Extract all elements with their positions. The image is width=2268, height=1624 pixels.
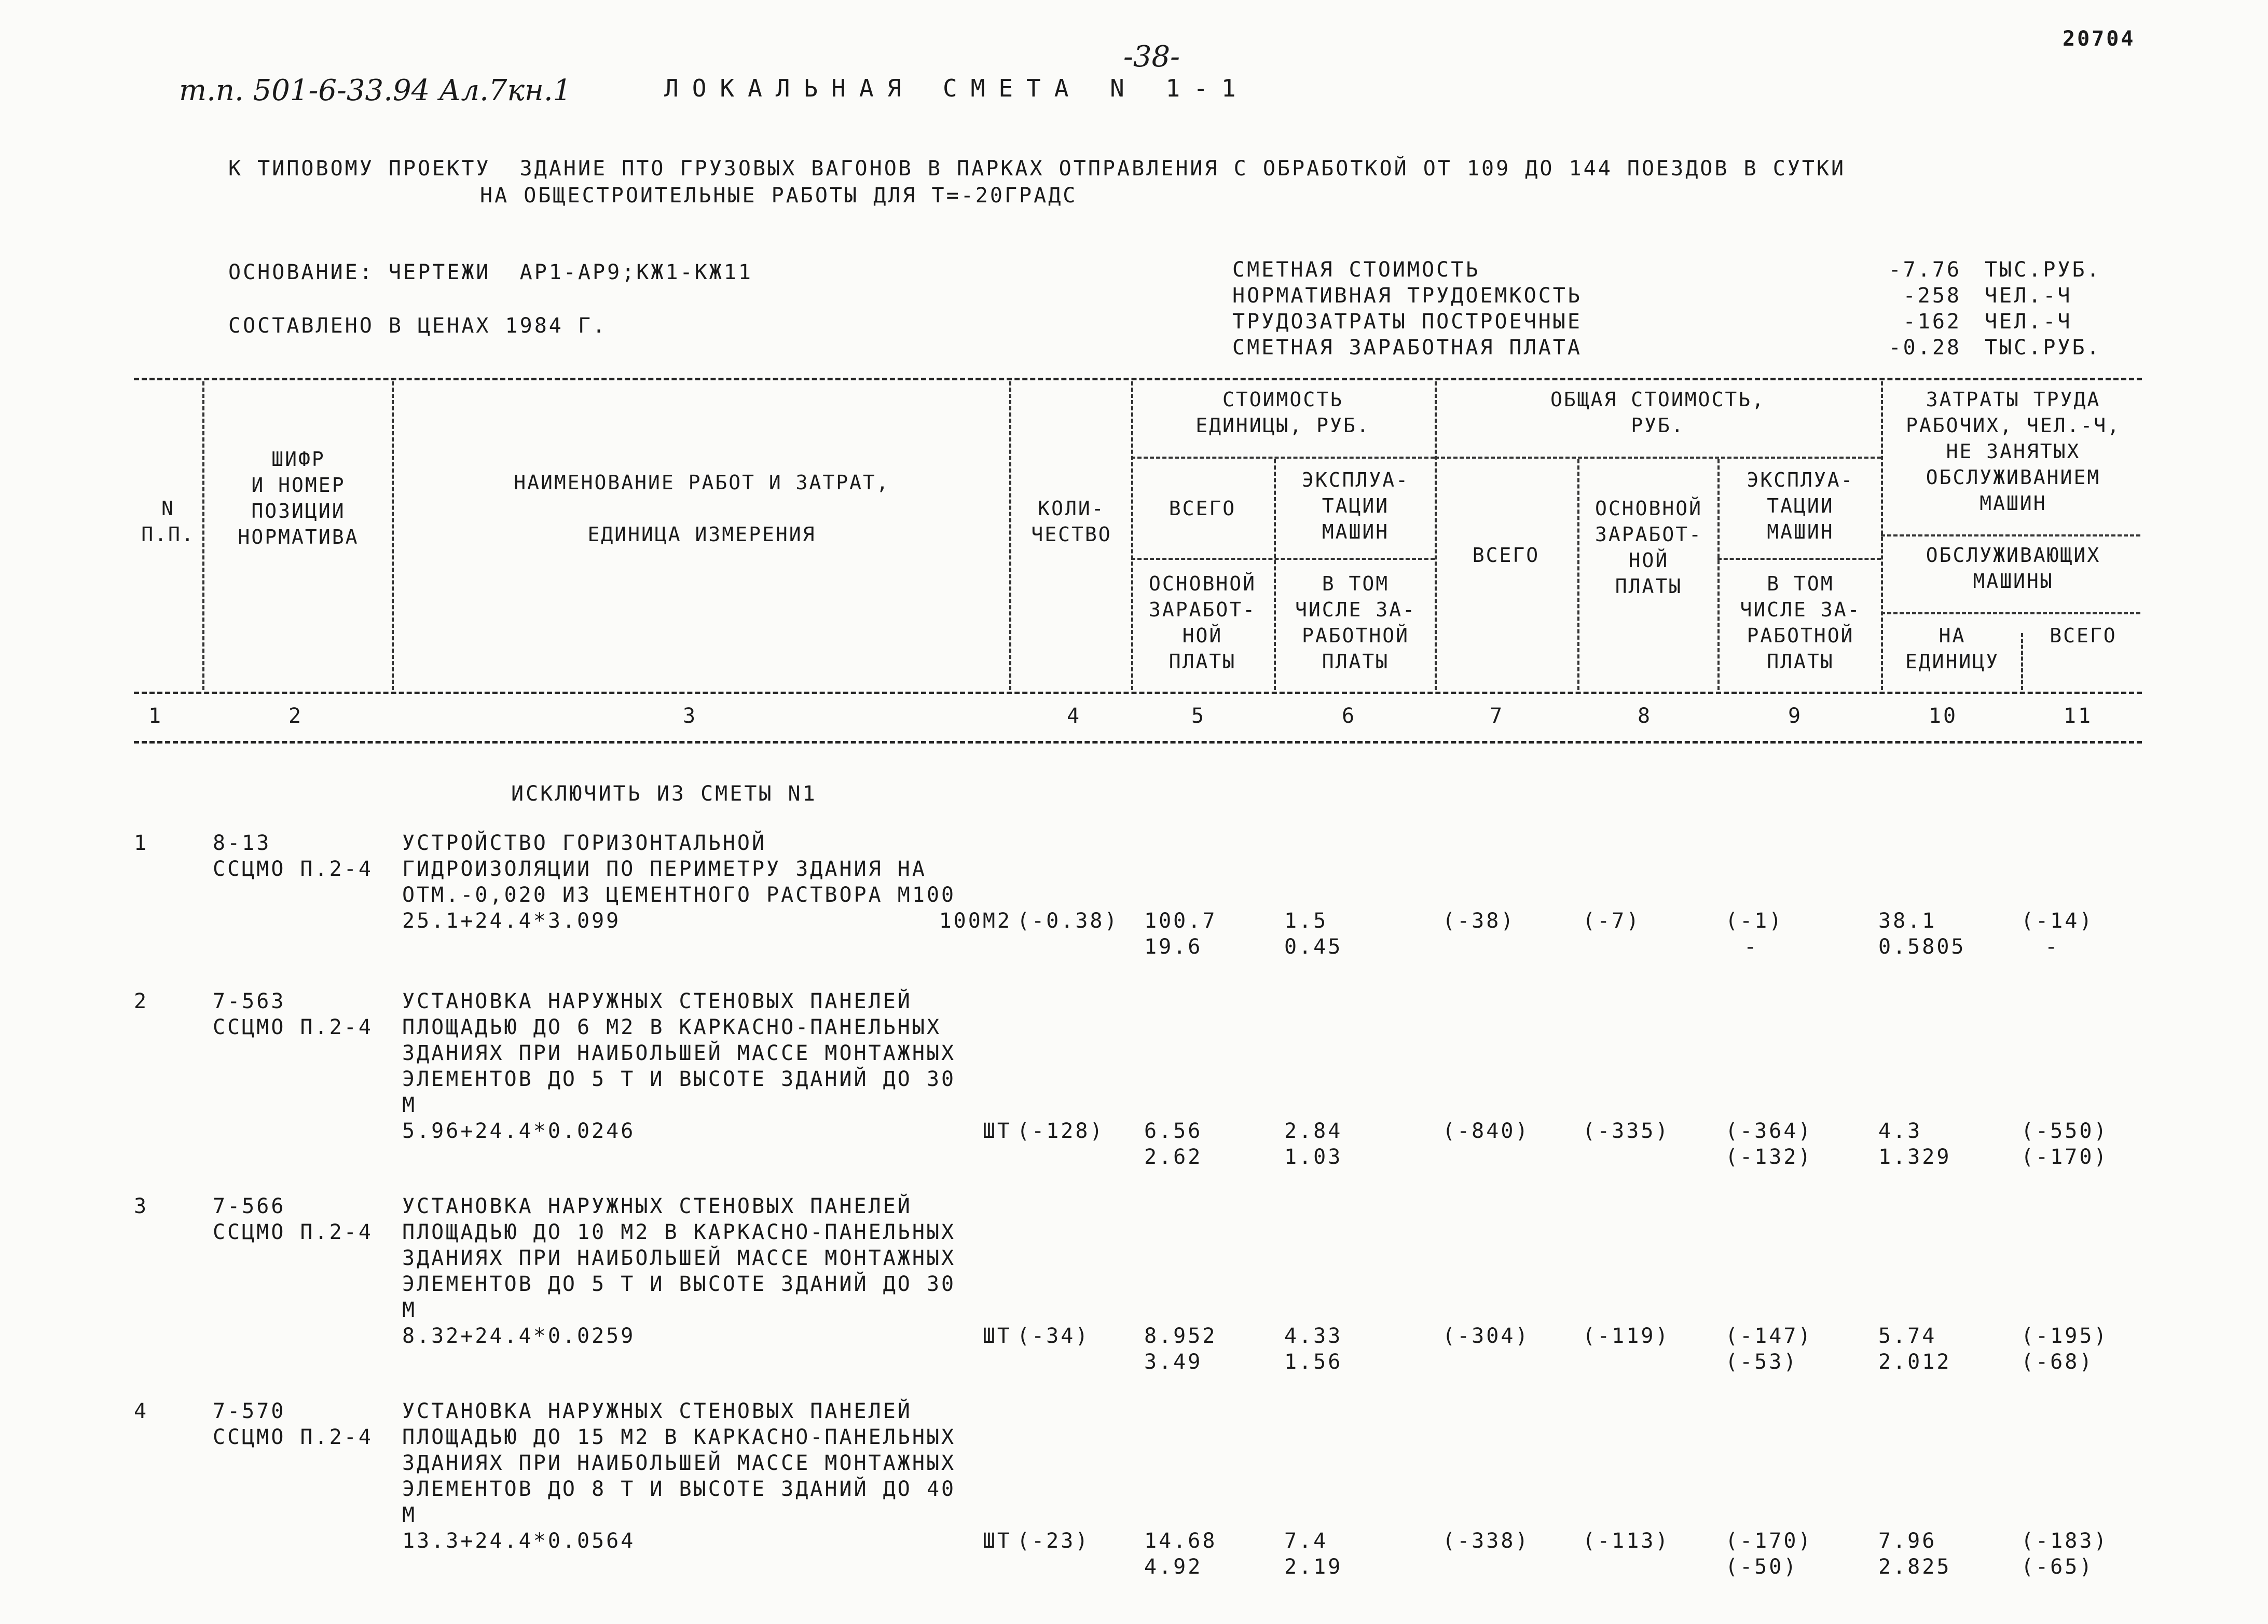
row-quantity: (-128) xyxy=(1017,1119,1105,1143)
header-sub-rule xyxy=(1881,534,2140,536)
header-sub-rule xyxy=(1131,558,1435,560)
column-number: 10 xyxy=(1928,704,1958,728)
document-title: ЛОКАЛЬНАЯ СМЕТА N 1-1 xyxy=(664,74,1249,102)
summary-value: -0.28 xyxy=(1888,336,1961,360)
row-formula: 8.32+24.4*0.0259 xyxy=(402,1324,636,1348)
row-unit-machine: 2.84 xyxy=(1284,1119,1343,1143)
row-unit-machine: 4.33 xyxy=(1284,1324,1343,1348)
page-number: -38- xyxy=(1123,40,1180,74)
project-subtitle: К ТИПОВОМУ ПРОЕКТУ ЗДАНИЕ ПТО ГРУЗОВЫХ ВАГОНОВ В ПАРКАХ ОТПРАВЛЕНИЯ С ОБРАБОТКОЙ ОТ 109 ДО 144 ПОЕЗДОВ В СУТКИ xyxy=(228,157,1846,181)
column-number: 9 xyxy=(1788,704,1803,728)
header-total-machine: ЭКСПЛУА- ТАЦИИ МАШИН xyxy=(1747,469,1854,543)
row-labor-unit: 7.96 xyxy=(1878,1529,1937,1553)
row-unit-wage: 3.49 xyxy=(1144,1350,1203,1374)
row-unit-wage: 19.6 xyxy=(1144,935,1203,959)
row-total-machine-wage: (-53) xyxy=(1725,1350,1798,1374)
row-number: 3 xyxy=(134,1194,149,1218)
header-unit-wage: ОСНОВНОЙ ЗАРАБОТ- НОЙ ПЛАТЫ xyxy=(1148,572,1257,673)
col-divider xyxy=(392,381,394,690)
column-numbers-rule xyxy=(134,741,2142,744)
row-code: 7-570 xyxy=(213,1399,286,1423)
row-total-wage: (-113) xyxy=(1583,1529,1670,1553)
row-code: 7-563 xyxy=(213,989,286,1013)
col-divider xyxy=(2021,633,2023,690)
row-name: УСТРОЙСТВО ГОРИЗОНТАЛЬНОЙ ГИДРОИЗОЛЯЦИИ ПО ПЕРИМЕТРУ ЗДАНИЯ НА ОТМ.-0,020 ИЗ ЦЕМЕНТНОГО РАСТВОРА М100 xyxy=(402,831,956,907)
row-unit: ШТ xyxy=(982,1119,1012,1143)
row-labor-serving-unit: 2.825 xyxy=(1878,1555,1951,1579)
summary-value: -258 xyxy=(1903,284,1961,308)
row-unit: 100М2 xyxy=(939,909,1012,933)
row-code-ref: ССЦМО П.2-4 xyxy=(213,1220,373,1244)
header-total-all: ВСЕГО xyxy=(1472,544,1540,567)
row-total-wage: (-119) xyxy=(1583,1324,1670,1348)
header-total-cost: ОБЩАЯ СТОИМОСТЬ, РУБ. xyxy=(1550,388,1766,437)
row-code: 8-13 xyxy=(213,831,271,855)
header-unit-cost: СТОИМОСТЬ ЕДИНИЦЫ, РУБ. xyxy=(1195,388,1370,437)
row-unit-machine: 7.4 xyxy=(1284,1529,1328,1553)
row-labor-unit: 38.1 xyxy=(1878,909,1937,933)
header-labor: ЗАТРАТЫ ТРУДА РАБОЧИХ, ЧЕЛ.-Ч, НЕ ЗАНЯТЫХ ОБСЛУЖИВАНИЕМ МАШИН xyxy=(1905,388,2121,515)
project-reference: т.п. 501-6-33.94 Ал.7кн.1 xyxy=(179,74,572,107)
row-labor-serving-total: - xyxy=(2044,935,2060,959)
row-number: 1 xyxy=(134,831,149,855)
archive-stamp-number: 20704 xyxy=(2063,27,2136,51)
row-unit-machine-wage: 1.56 xyxy=(1284,1350,1343,1374)
summary-label: ТРУДОЗАТРАТЫ ПОСТРОЕЧНЫЕ xyxy=(1232,310,1582,334)
row-unit-total: 6.56 xyxy=(1144,1119,1203,1143)
header-sub-rule xyxy=(1717,558,1881,560)
row-labor-serving-total: (-68) xyxy=(2021,1350,2094,1374)
header-sub-rule xyxy=(1131,457,1435,459)
row-unit: ШТ xyxy=(982,1529,1012,1553)
row-labor-total: (-195) xyxy=(2021,1324,2109,1348)
summary-unit: ТЫС.РУБ. xyxy=(1985,336,2101,360)
row-total: (-840) xyxy=(1442,1119,1530,1143)
row-total: (-38) xyxy=(1442,909,1516,933)
header-bottom-rule xyxy=(134,692,2142,694)
row-total-machine: (-364) xyxy=(1725,1119,1813,1143)
row-total-machine: (-147) xyxy=(1725,1324,1813,1348)
header-sub-rule xyxy=(1435,457,1881,459)
row-labor-unit: 5.74 xyxy=(1878,1324,1937,1348)
row-formula: 5.96+24.4*0.0246 xyxy=(402,1119,636,1143)
column-number: 11 xyxy=(2063,704,2093,728)
col-divider xyxy=(1274,459,1276,690)
row-number: 4 xyxy=(134,1399,149,1423)
column-number: 1 xyxy=(148,704,163,728)
section-title: ИСКЛЮЧИТЬ ИЗ СМЕТЫ N1 xyxy=(511,782,817,806)
row-unit-machine: 1.5 xyxy=(1284,909,1328,933)
col-divider xyxy=(1009,381,1011,690)
header-top-rule xyxy=(134,378,2142,380)
row-quantity: (-23) xyxy=(1017,1529,1090,1553)
row-labor-unit: 4.3 xyxy=(1878,1119,1922,1143)
row-formula: 13.3+24.4*0.0564 xyxy=(402,1529,636,1553)
row-unit-wage: 2.62 xyxy=(1144,1145,1203,1169)
header-quantity: КОЛИ- ЧЕСТВО xyxy=(1031,497,1112,546)
summary-value: -162 xyxy=(1903,310,1961,334)
summary-label: СМЕТНАЯ ЗАРАБОТНАЯ ПЛАТА xyxy=(1232,336,1582,360)
col-divider xyxy=(1717,459,1720,690)
row-code: 7-566 xyxy=(213,1194,286,1218)
row-unit-total: 100.7 xyxy=(1144,909,1217,933)
header-labor-total: ВСЕГО xyxy=(2050,624,2117,647)
row-unit-machine-wage: 2.19 xyxy=(1284,1555,1343,1579)
header-name: НАИМЕНОВАНИЕ РАБОТ И ЗАТРАТ, ЕДИНИЦА ИЗМЕРЕНИЯ xyxy=(514,471,890,546)
row-total-machine: (-170) xyxy=(1725,1529,1813,1553)
row-labor-serving-total: (-65) xyxy=(2021,1555,2094,1579)
summary-value: -7.76 xyxy=(1888,258,1961,282)
header-unit-machine: ЭКСПЛУА- ТАЦИИ МАШИН xyxy=(1301,469,1410,543)
col-divider xyxy=(1577,459,1579,690)
row-name: УСТАНОВКА НАРУЖНЫХ СТЕНОВЫХ ПАНЕЛЕЙ ПЛОЩАДЬЮ ДО 15 М2 В КАРКАСНО-ПАНЕЛЬНЫХ ЗДАНИЯХ ПРИ НАИБОЛЬШЕЙ МАССЕ МОНТАЖНЫХ ЭЛЕМЕНТОВ ДО 8 Т И ВЫСОТЕ ЗДАНИЙ ДО 40 М xyxy=(402,1399,956,1527)
row-total-wage: (-7) xyxy=(1583,909,1641,933)
summary-label: НОРМАТИВНАЯ ТРУДОЕМКОСТЬ xyxy=(1232,284,1582,308)
row-code-ref: ССЦМО П.2-4 xyxy=(213,1425,373,1449)
project-subtitle-2: НА ОБЩЕСТРОИТЕЛЬНЫЕ РАБОТЫ ДЛЯ Т=-20ГРАДС xyxy=(480,184,1078,208)
column-number: 3 xyxy=(682,704,698,728)
header-total-wage: ОСНОВНОЙ ЗАРАБОТ- НОЙ ПЛАТЫ xyxy=(1595,497,1703,598)
row-quantity: (-0.38) xyxy=(1017,909,1119,933)
row-labor-total: (-14) xyxy=(2021,909,2094,933)
header-code: ШИФР И НОМЕР ПОЗИЦИИ НОРМАТИВА xyxy=(238,448,359,548)
column-number: 4 xyxy=(1066,704,1082,728)
row-total-machine-wage: (-132) xyxy=(1725,1145,1813,1169)
summary-unit: ТЫС.РУБ. xyxy=(1985,258,2101,282)
summary-label: СМЕТНАЯ СТОИМОСТЬ xyxy=(1232,258,1480,282)
header-n: N П.П. xyxy=(141,497,195,546)
row-unit-machine-wage: 0.45 xyxy=(1284,935,1343,959)
prices-line: СОСТАВЛЕНО В ЦЕНАХ 1984 Г. xyxy=(228,314,608,338)
row-total-wage: (-335) xyxy=(1583,1119,1670,1143)
header-labor-serving: ОБСЛУЖИВАЮЩИХ МАШИНЫ xyxy=(1926,544,2101,593)
row-code-ref: ССЦМО П.2-4 xyxy=(213,1015,373,1039)
summary-unit: ЧЕЛ.-Ч xyxy=(1985,310,2072,334)
header-unit-total: ВСЕГО xyxy=(1169,497,1236,520)
col-divider xyxy=(202,381,204,690)
column-number: 5 xyxy=(1191,704,1206,728)
row-total-machine: (-1) xyxy=(1725,909,1784,933)
row-unit-total: 14.68 xyxy=(1144,1529,1217,1553)
basis-line: ОСНОВАНИЕ: ЧЕРТЕЖИ АР1-АР9;КЖ1-КЖ11 xyxy=(228,260,753,284)
header-total-machine-wage: В ТОМ ЧИСЛЕ ЗА- РАБОТНОЙ ПЛАТЫ xyxy=(1740,572,1861,673)
row-formula: 25.1+24.4*3.099 xyxy=(402,909,621,933)
row-unit-machine-wage: 1.03 xyxy=(1284,1145,1343,1169)
row-number: 2 xyxy=(134,989,149,1013)
row-total: (-338) xyxy=(1442,1529,1530,1553)
header-labor-unit: НА ЕДИНИЦУ xyxy=(1905,624,2000,673)
row-name: УСТАНОВКА НАРУЖНЫХ СТЕНОВЫХ ПАНЕЛЕЙ ПЛОЩАДЬЮ ДО 6 М2 В КАРКАСНО-ПАНЕЛЬНЫХ ЗДАНИЯХ ПРИ НАИБОЛЬШЕЙ МАССЕ МОНТАЖНЫХ ЭЛЕМЕНТОВ ДО 5 Т И ВЫСОТЕ ЗДАНИЙ ДО 30 М xyxy=(402,989,956,1117)
row-labor-serving-unit: 2.012 xyxy=(1878,1350,1951,1374)
row-total: (-304) xyxy=(1442,1324,1530,1348)
row-code-ref: ССЦМО П.2-4 xyxy=(213,857,373,881)
row-labor-serving-unit: 1.329 xyxy=(1878,1145,1951,1169)
column-number: 2 xyxy=(288,704,304,728)
column-number: 6 xyxy=(1341,704,1357,728)
row-total-machine-wage: - xyxy=(1743,935,1759,959)
row-labor-total: (-550) xyxy=(2021,1119,2109,1143)
header-unit-machine-wage: В ТОМ ЧИСЛЕ ЗА- РАБОТНОЙ ПЛАТЫ xyxy=(1295,572,1416,673)
row-unit: ШТ xyxy=(982,1324,1012,1348)
row-unit-wage: 4.92 xyxy=(1144,1555,1203,1579)
row-labor-total: (-183) xyxy=(2021,1529,2109,1553)
row-quantity: (-34) xyxy=(1017,1324,1090,1348)
row-name: УСТАНОВКА НАРУЖНЫХ СТЕНОВЫХ ПАНЕЛЕЙ ПЛОЩАДЬЮ ДО 10 М2 В КАРКАСНО-ПАНЕЛЬНЫХ ЗДАНИЯХ ПРИ НАИБОЛЬШЕЙ МАССЕ МОНТАЖНЫХ ЭЛЕМЕНТОВ ДО 5 Т И ВЫСОТЕ ЗДАНИЙ ДО 30 М xyxy=(402,1194,956,1322)
row-total-machine-wage: (-50) xyxy=(1725,1555,1798,1579)
row-labor-serving-unit: 0.5805 xyxy=(1878,935,1966,959)
row-unit-total: 8.952 xyxy=(1144,1324,1217,1348)
header-sub-rule xyxy=(1881,612,2140,614)
row-labor-serving-total: (-170) xyxy=(2021,1145,2109,1169)
column-number: 8 xyxy=(1637,704,1653,728)
column-number: 7 xyxy=(1489,704,1505,728)
summary-unit: ЧЕЛ.-Ч xyxy=(1985,284,2072,308)
